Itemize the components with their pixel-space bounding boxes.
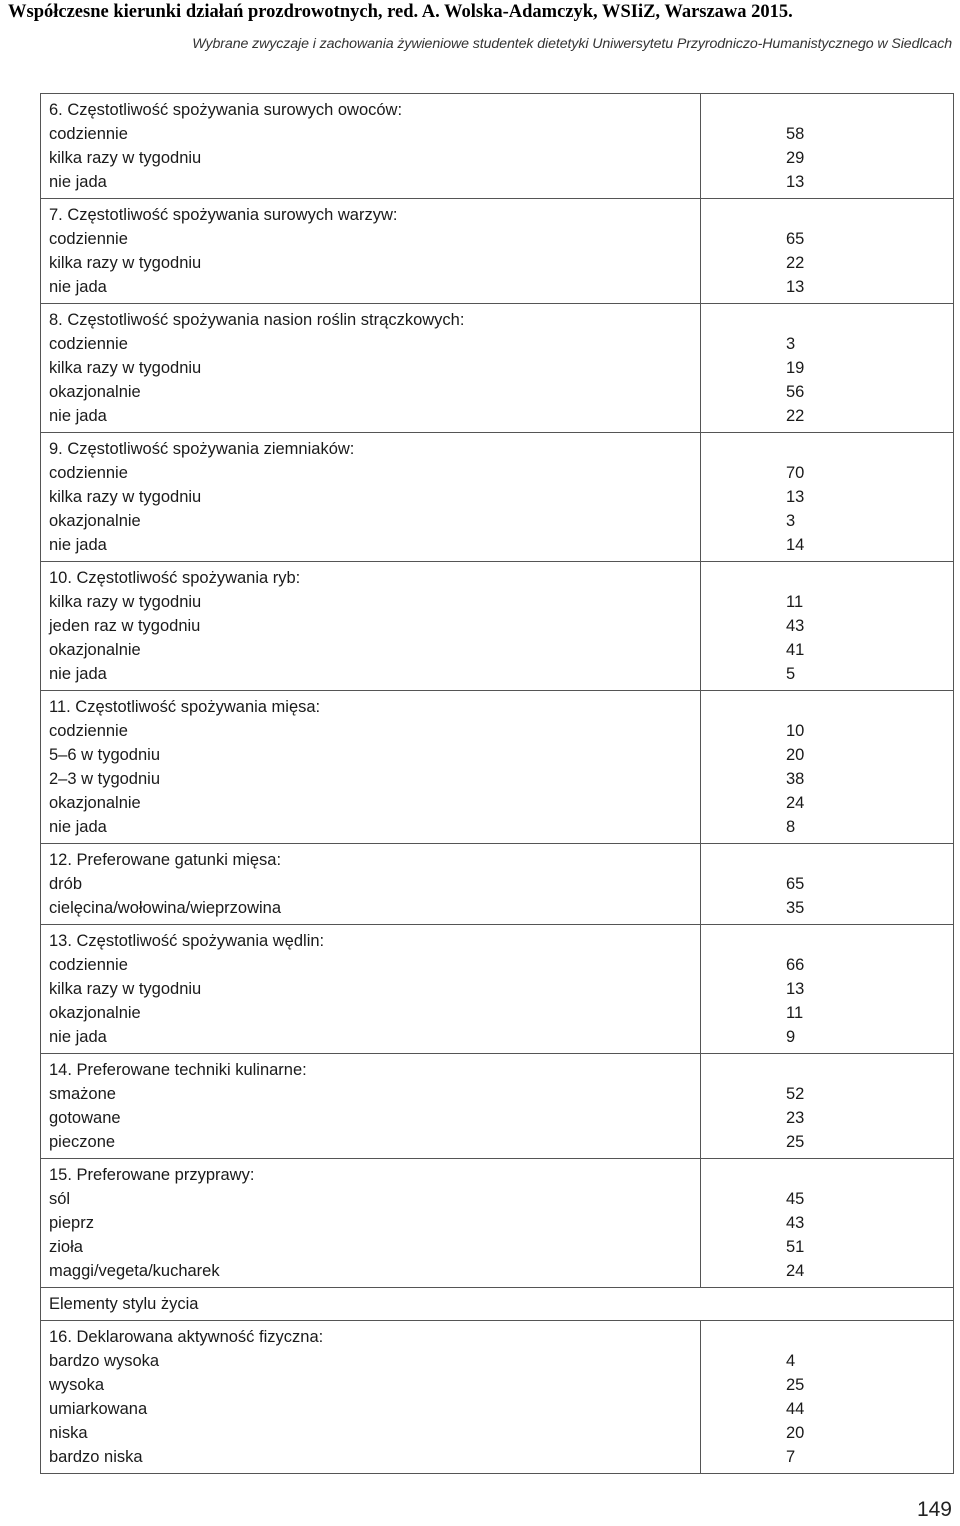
section-title: 12. Preferowane gatunki mięsa: (49, 851, 282, 869)
running-header-subtitle: Wybrane zwyczaje i zachowania żywieniowe studentek dietetyki Uniwersytetu Przyrodniczo-Humanistycznego w Siedlcach (192, 36, 952, 52)
row-label: drób (49, 875, 83, 893)
row-value: 44 (786, 1400, 805, 1418)
row-value: 20 (786, 746, 805, 764)
value-spacer (701, 308, 953, 332)
section-label-cell (41, 925, 701, 1054)
row-label: codziennie (49, 125, 128, 143)
section-title: 16. Deklarowana aktywność fizyczna: (49, 1328, 324, 1346)
row-label: kilka razy w tygodniu (49, 488, 202, 506)
section-label-cell (41, 199, 701, 304)
value-spacer (701, 929, 953, 953)
section-value-cell (701, 1054, 954, 1159)
row-value: 29 (786, 149, 805, 167)
row-value: 51 (786, 1238, 805, 1256)
row-label: 5–6 w tygodniu (49, 746, 160, 764)
section-label-cell (41, 691, 701, 844)
row-value: 22 (786, 254, 805, 272)
row-value: 3 (786, 512, 796, 530)
row-value: 70 (786, 464, 805, 482)
section-value-cell (701, 304, 954, 433)
row-label: codziennie (49, 230, 128, 248)
value-spacer (701, 1163, 953, 1187)
section-title: 14. Preferowane techniki kulinarne: (49, 1061, 307, 1079)
table-section-row (41, 199, 954, 304)
row-value: 65 (786, 230, 805, 248)
row-value: 11 (786, 593, 804, 611)
value-spacer (701, 98, 953, 122)
row-value: 24 (786, 794, 805, 812)
row-label: kilka razy w tygodniu (49, 359, 202, 377)
table-section-row (41, 304, 954, 433)
row-value: 43 (786, 617, 805, 635)
row-value: 7 (786, 1448, 796, 1466)
row-label: umiarkowana (49, 1400, 148, 1418)
row-value: 45 (786, 1190, 805, 1208)
section-value-cell (701, 562, 954, 691)
row-label: kilka razy w tygodniu (49, 254, 202, 272)
section-title: 15. Preferowane przyprawy: (49, 1166, 255, 1184)
row-label: zioła (49, 1238, 83, 1256)
row-label: okazjonalnie (49, 641, 141, 659)
section-title: 7. Częstotliwość spożywania surowych warzyw: (49, 206, 398, 224)
row-label: gotowane (49, 1109, 121, 1127)
row-label: okazjonalnie (49, 383, 141, 401)
row-label: pieprz (49, 1214, 94, 1232)
row-label: nie jada (49, 173, 107, 191)
results-table (40, 93, 954, 1474)
row-label: okazjonalnie (49, 794, 141, 812)
section-value-cell (701, 433, 954, 562)
group-heading: Elementy stylu życia (49, 1295, 199, 1313)
value-spacer (701, 566, 953, 590)
row-label: codziennie (49, 464, 128, 482)
section-label-cell (41, 1054, 701, 1159)
table-section-row (41, 691, 954, 844)
row-label: wysoka (49, 1376, 105, 1394)
row-label: 2–3 w tygodniu (49, 770, 160, 788)
row-label: nie jada (49, 818, 107, 836)
row-label: nie jada (49, 665, 107, 683)
table-section-row (41, 1054, 954, 1159)
row-label: cielęcina/wołowina/wieprzowina (49, 899, 282, 917)
value-spacer (701, 437, 953, 461)
row-label: nie jada (49, 278, 107, 296)
row-label: nie jada (49, 407, 107, 425)
section-label-cell (41, 1321, 701, 1474)
row-label: bardzo wysoka (49, 1352, 160, 1370)
section-title: 6. Częstotliwość spożywania surowych owoców: (49, 101, 403, 119)
section-value-cell (701, 1159, 954, 1288)
section-value-cell (701, 94, 954, 199)
table-section-row (41, 925, 954, 1054)
row-value: 25 (786, 1133, 805, 1151)
row-label: niska (49, 1424, 88, 1442)
row-value: 10 (786, 722, 805, 740)
section-label-cell (41, 433, 701, 562)
page-number: 149 (916, 1498, 952, 1521)
section-value-cell (701, 844, 954, 925)
value-spacer (701, 695, 953, 719)
row-value: 4 (786, 1352, 796, 1370)
section-label-cell (41, 844, 701, 925)
row-value: 13 (786, 278, 805, 296)
row-value: 13 (786, 173, 805, 191)
row-value: 14 (786, 536, 805, 554)
row-value: 3 (786, 335, 796, 353)
row-label: pieczone (49, 1133, 116, 1151)
table-section-row (41, 562, 954, 691)
section-title: 8. Częstotliwość spożywania nasion roślin strączkowych: (49, 311, 465, 329)
row-value: 20 (786, 1424, 805, 1442)
row-label: sól (49, 1190, 71, 1208)
row-value: 41 (786, 641, 805, 659)
value-spacer (701, 848, 953, 872)
row-value: 66 (786, 956, 805, 974)
row-value: 35 (786, 899, 805, 917)
value-spacer (701, 1325, 953, 1349)
row-value: 8 (786, 818, 796, 836)
table-section-row (41, 1321, 954, 1474)
row-label: okazjonalnie (49, 512, 141, 530)
running-header-title: Współczesne kierunki działań prozdrowotnych, red. A. Wolska-Adamczyk, WSIiZ, Warszawa 2015. (8, 2, 793, 22)
row-label: bardzo niska (49, 1448, 143, 1466)
row-value: 38 (786, 770, 805, 788)
row-value: 11 (786, 1004, 804, 1022)
row-label: kilka razy w tygodniu (49, 980, 202, 998)
row-label: codziennie (49, 722, 128, 740)
section-label-cell (41, 94, 701, 199)
section-value-cell (701, 199, 954, 304)
group-heading-cell (41, 1288, 954, 1321)
section-title: 13. Częstotliwość spożywania wędlin: (49, 932, 325, 950)
section-label-cell (41, 304, 701, 433)
section-label-cell (41, 562, 701, 691)
row-label: jeden raz w tygodniu (49, 617, 201, 635)
row-value: 9 (786, 1028, 796, 1046)
row-label: nie jada (49, 536, 107, 554)
row-value: 19 (786, 359, 805, 377)
section-value-cell (701, 1321, 954, 1474)
section-value-cell (701, 691, 954, 844)
section-label-cell (41, 1159, 701, 1288)
row-label: kilka razy w tygodniu (49, 593, 202, 611)
row-label: codziennie (49, 956, 128, 974)
row-value: 5 (786, 665, 796, 683)
value-spacer (701, 1058, 953, 1082)
section-title: 11. Częstotliwość spożywania mięsa: (49, 698, 321, 716)
table-section-row (41, 94, 954, 199)
row-value: 22 (786, 407, 805, 425)
row-value: 13 (786, 980, 805, 998)
row-value: 25 (786, 1376, 805, 1394)
row-label: maggi/vegeta/kucharek (49, 1262, 220, 1280)
group-heading-row (41, 1288, 954, 1321)
table-section-row (41, 1159, 954, 1288)
row-value: 43 (786, 1214, 805, 1232)
section-title: 10. Częstotliwość spożywania ryb: (49, 569, 301, 587)
row-value: 52 (786, 1085, 805, 1103)
section-title: 9. Częstotliwość spożywania ziemniaków: (49, 440, 355, 458)
table-section-row (41, 844, 954, 925)
row-value: 24 (786, 1262, 805, 1280)
row-label: okazjonalnie (49, 1004, 141, 1022)
row-label: smażone (49, 1085, 116, 1103)
row-label: codziennie (49, 335, 128, 353)
row-value: 65 (786, 875, 805, 893)
row-label: nie jada (49, 1028, 107, 1046)
section-value-cell (701, 925, 954, 1054)
row-value: 23 (786, 1109, 805, 1127)
row-value: 58 (786, 125, 805, 143)
row-value: 13 (786, 488, 805, 506)
row-value: 56 (786, 383, 805, 401)
value-spacer (701, 203, 953, 227)
table-section-row (41, 433, 954, 562)
row-label: kilka razy w tygodniu (49, 149, 202, 167)
